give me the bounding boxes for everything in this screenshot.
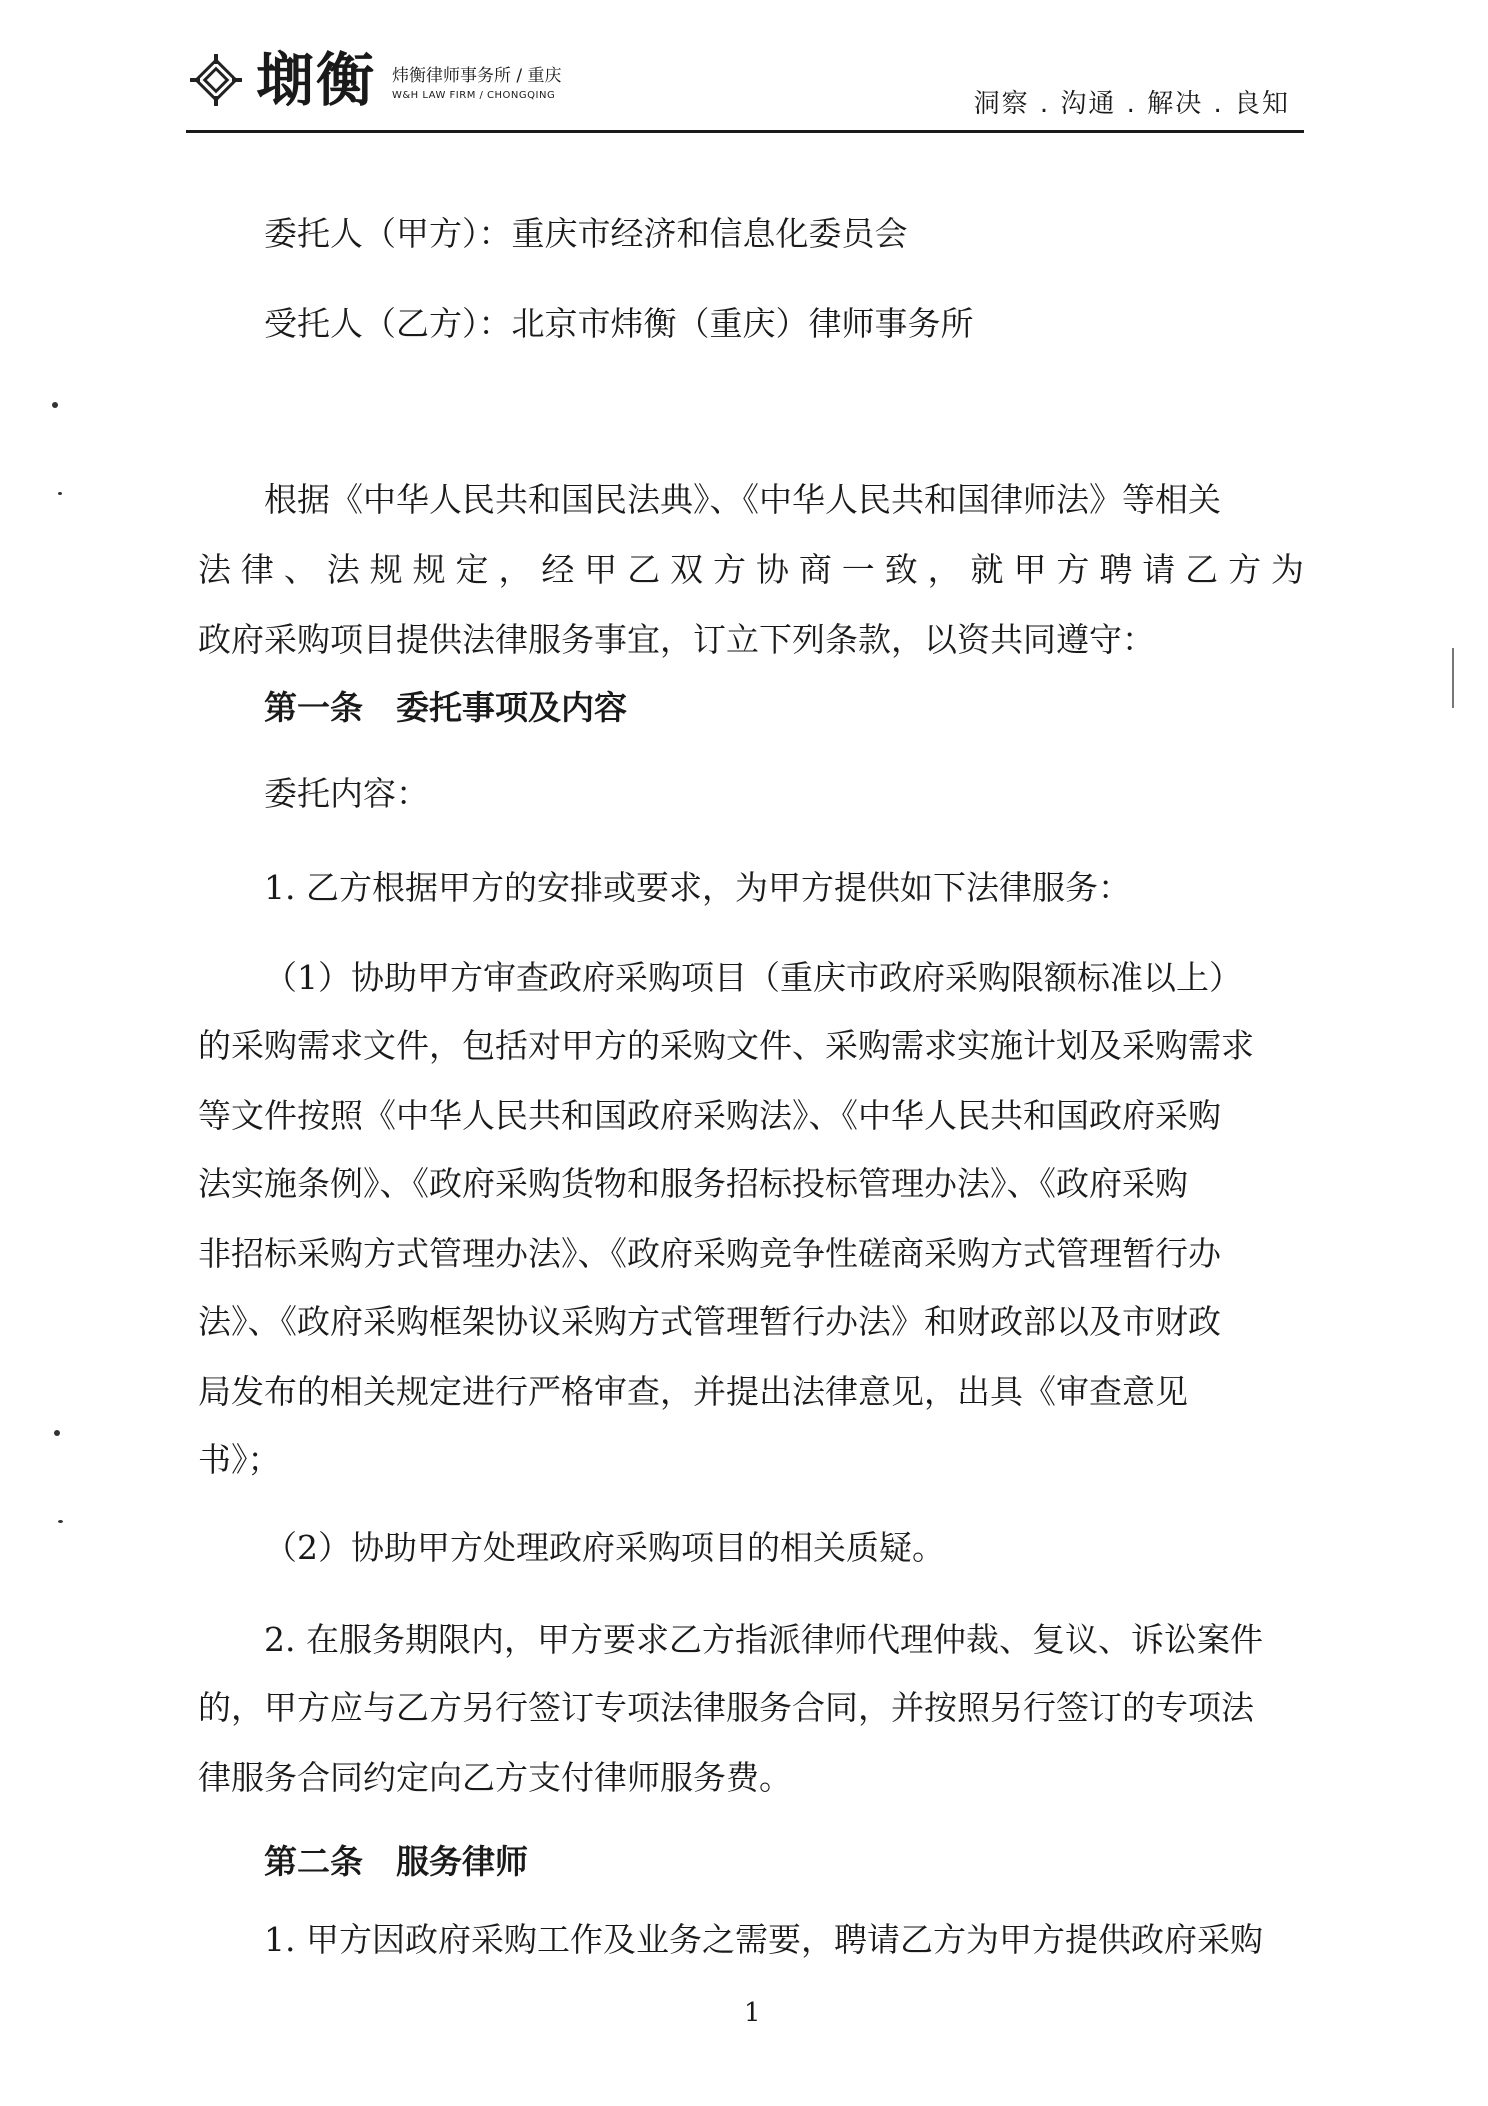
article-1-sub-1-line: 法实施条例》、《政府采购货物和服务招标投标管理办法》、《政府采购 bbox=[198, 1164, 1188, 1203]
page-number: 1 bbox=[744, 1998, 761, 2028]
article-1-sub-1-line: 局发布的相关规定进行严格审查，并提出法律意见，出具《审查意见 bbox=[198, 1372, 1188, 1411]
article-1-sub-1-line: 书》； bbox=[198, 1440, 281, 1479]
client-party: 委托人（甲方）：重庆市经济和信息化委员会 bbox=[264, 214, 908, 253]
firm-slogan: 洞察 . 沟通 . 解决 . 良知 bbox=[973, 89, 1290, 119]
preamble-line: 根据《中华人民共和国民法典》、《中华人民共和国律师法》等相关 bbox=[264, 480, 1221, 519]
article-2-item-1: 1. 甲方因政府采购工作及业务之需要，聘请乙方为甲方提供政府采购 bbox=[264, 1920, 1263, 1959]
article-1-sub-1-line: 法》、《政府采购框架协议采购方式管理暂行办法》和财政部以及市财政 bbox=[198, 1302, 1221, 1341]
header-divider bbox=[186, 130, 1304, 133]
article-1-heading: 第一条 委托事项及内容 bbox=[264, 688, 627, 727]
article-1-sub-2: （2）协助甲方处理政府采购项目的相关质疑。 bbox=[264, 1528, 945, 1567]
article-1-intro: 委托内容： bbox=[264, 774, 429, 813]
article-1-item-2-line: 的，甲方应与乙方另行签订专项法律服务合同，并按照另行签订的专项法 bbox=[198, 1688, 1254, 1727]
scan-edge-mark bbox=[1452, 648, 1454, 708]
firm-logo-icon bbox=[186, 50, 246, 110]
scan-speck bbox=[52, 402, 58, 408]
article-1-item-2-line: 律服务合同约定向乙方支付律师服务费。 bbox=[198, 1758, 792, 1797]
article-1-sub-1-line: 非招标采购方式管理办法》、《政府采购竞争性磋商采购方式管理暂行办 bbox=[198, 1234, 1221, 1273]
preamble-line: 政府采购项目提供法律服务事宜，订立下列条款，以资共同遵守： bbox=[198, 620, 1155, 659]
preamble-line: 法律、法规规定，经甲乙双方协商一致，就甲方聘请乙方为 bbox=[198, 550, 1304, 589]
article-1-sub-1-line: （1）协助甲方审查政府采购项目（重庆市政府采购限额标准以上） bbox=[264, 958, 1242, 997]
firm-name-en: W&H LAW FIRM / CHONGQING bbox=[392, 90, 556, 101]
article-2-heading: 第二条 服务律师 bbox=[264, 1842, 528, 1881]
article-1-item-2-line: 2. 在服务期限内，甲方要求乙方指派律师代理仲裁、复议、诉讼案件 bbox=[264, 1620, 1263, 1659]
firm-logo-text: 㙟衡 bbox=[256, 46, 377, 114]
scan-speck bbox=[54, 1430, 60, 1436]
article-1-sub-1-line: 的采购需求文件，包括对甲方的采购文件、采购需求实施计划及采购需求 bbox=[198, 1026, 1254, 1065]
firm-name-cn: 炜衡律师事务所 / 重庆 bbox=[392, 66, 562, 86]
article-1-sub-1-line: 等文件按照《中华人民共和国政府采购法》、《中华人民共和国政府采购 bbox=[198, 1096, 1221, 1135]
scan-speck bbox=[58, 1520, 63, 1523]
article-1-item-1: 1. 乙方根据甲方的安排或要求，为甲方提供如下法律服务： bbox=[264, 868, 1131, 907]
agent-party: 受托人（乙方）：北京市炜衡（重庆）律师事务所 bbox=[264, 304, 974, 343]
scan-speck bbox=[58, 492, 62, 495]
